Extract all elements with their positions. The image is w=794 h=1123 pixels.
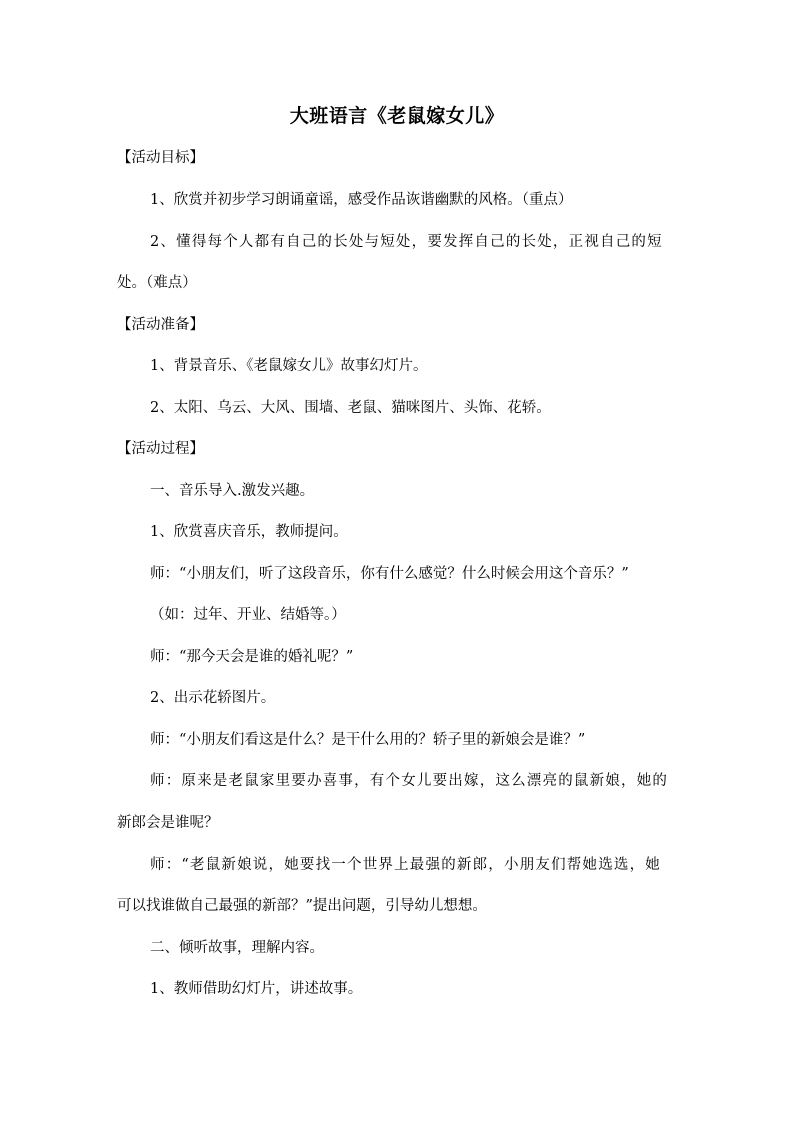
process-paragraph: 师：“小朋友们，听了这段音乐，你有什么感觉？什么时候会用这个音乐？” [150, 566, 629, 582]
goal-item-2-line-2: 处。（难点） [117, 275, 197, 291]
goal-item-2-line-1: 2、懂得每个人都有自己的长处与短处，要发挥自己的长处，正视自己的短 [150, 234, 663, 250]
process-paragraph-line-2: 可以找谁做自己最强的新部？”提出问题，引导幼儿想想。 [117, 898, 487, 914]
section-heading-prep: 【活动准备】 [117, 317, 204, 333]
process-paragraph: 师：“小朋友们看这是什么？是干什么用的？轿子里的新娘会是谁？” [150, 732, 586, 748]
process-paragraph: 1、欣赏喜庆音乐，教师提问。 [150, 524, 348, 540]
section-heading-goals: 【活动目标】 [117, 150, 204, 166]
goal-item-1: 1、欣赏并初步学习朗诵童谣，感受作品诙谐幽默的风格。（重点） [150, 192, 573, 208]
process-paragraph: 师：“那今天会是谁的婚礼呢？” [150, 649, 354, 665]
section-heading-process: 【活动过程】 [117, 441, 204, 457]
process-paragraph: 1、教师借助幻灯片，讲述故事。 [150, 981, 363, 997]
process-step-1: 一、音乐导入.激发兴趣。 [150, 483, 315, 499]
process-paragraph: 2、出示花轿图片。 [150, 690, 276, 706]
process-paragraph: （如：过年、开业、结婚等。） [150, 607, 346, 623]
document-title: 大班语言《老鼠嫁女儿》 [289, 105, 505, 127]
process-paragraph-line-1: 师：原来是老鼠家里要办喜事，有个女儿要出嫁，这么漂亮的鼠新娘，她的 [150, 773, 669, 789]
prep-item-1: 1、背景音乐、《老鼠嫁女儿》故事幻灯片。 [150, 358, 428, 374]
process-paragraph-line-1: 师：“老鼠新娘说，她要找一个世界上最强的新郎，小朋友们帮她选选，她 [150, 857, 662, 873]
process-step-2: 二、倾听故事，理解内容。 [150, 940, 324, 956]
process-paragraph-line-2: 新郎会是谁呢？ [117, 815, 219, 831]
prep-item-2: 2、太阳、乌云、大风、围墙、老鼠、猫咪图片、头饰、花轿。 [150, 400, 551, 416]
